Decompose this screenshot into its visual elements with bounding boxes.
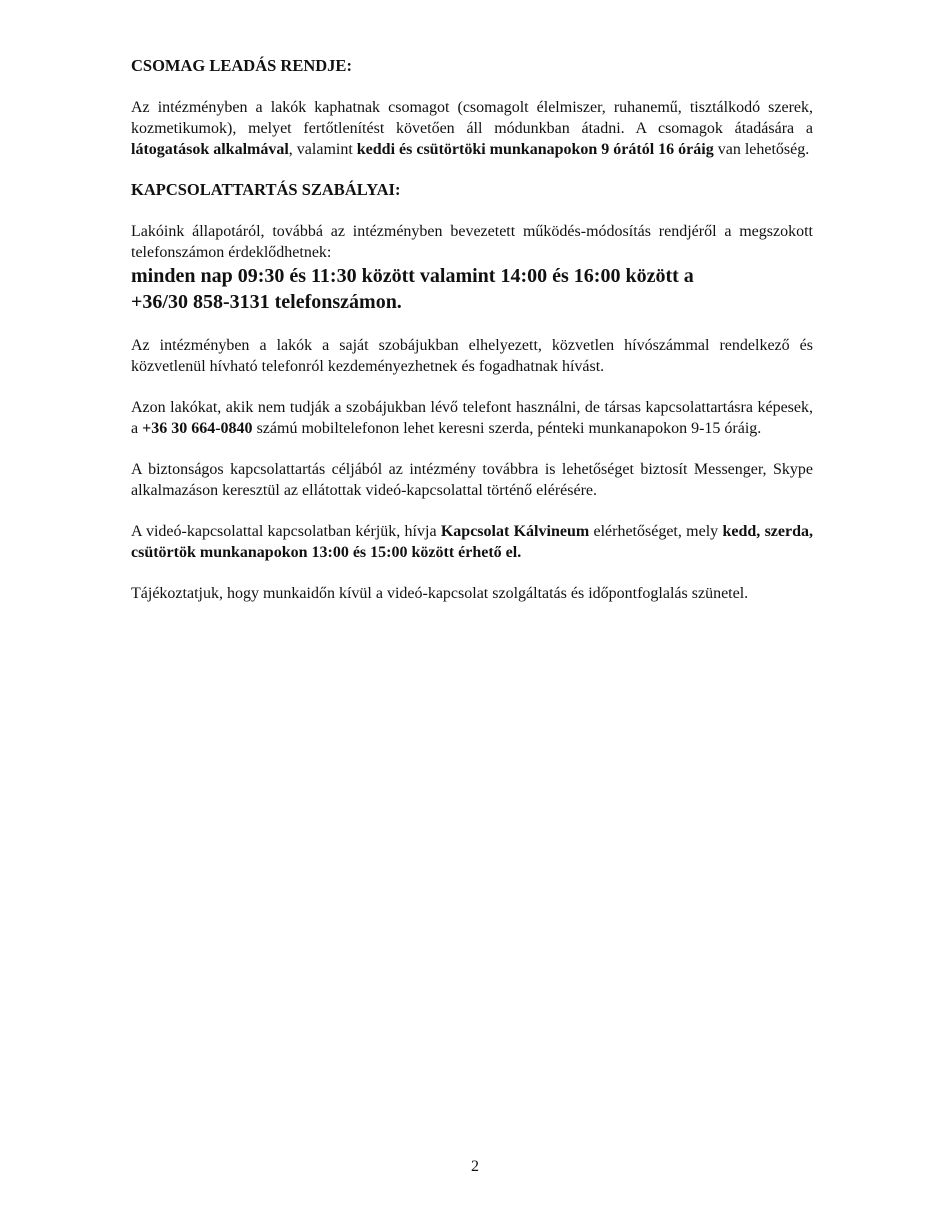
mobile-paragraph — [131, 397, 813, 439]
video-paragraph: A biztonságos kapcsolattartás céljából az intézmény továbbra is lehetőséget biztosít Messenger, Skype alkalmazáson keresztül az ellátottak videó-kapcsolattal történő elérésére. — [131, 461, 813, 499]
package-bold-visits: látogatások alkalmával — [131, 141, 289, 158]
mobile-text-1: Azon lakókat, akik nem tudják a szobájukban lévő telefont használni, de társas kapcsolattartásra képesek, a — [131, 399, 813, 437]
mobile-number: +36 30 664-0840 — [142, 420, 253, 437]
video-contact-name: Kapcsolat Kálvineum — [440, 523, 590, 540]
room-phone-paragraph: Az intézményben a lakók a saját szobájukban elhelyezett, közvetlen hívószámmal rendelkező és közvetlenül hívható telefonról kezdeményezhetnek és fogadhatnak hívást. — [131, 337, 813, 375]
package-heading: CSOMAG LEADÁS RENDJE: — [131, 56, 352, 75]
outside-hours-paragraph: Tájékoztatjuk, hogy munkaidőn kívül a videó-kapcsolat szolgáltatás és időpontfoglalás szünetel. — [131, 585, 749, 602]
mobile-text-2: számú mobiltelefonon lehet keresni szerda, pénteki munkanapokon 9-15 óráig. — [252, 420, 762, 437]
phone-hours-line: minden nap 09:30 és 11:30 között valamint 14:00 és 16:00 között a — [131, 265, 694, 287]
package-paragraph — [131, 97, 813, 160]
video-contact-paragraph — [131, 521, 813, 563]
package-bold-hours: keddi és csütörtöki munkanapokon 9 órától 16 óráig — [356, 141, 714, 158]
contact-intro: Lakóink állapotáról, továbbá az intézményben bevezetett működés-módosítás rendjéről a megszokott telefonszámon érdeklődhetnek: — [131, 223, 813, 261]
contact-heading: KAPCSOLATTARTÁS SZABÁLYAI: — [131, 180, 401, 199]
video-contact-text-1: A videó-kapcsolattal kapcsolatban kérjük, hívja — [131, 523, 441, 540]
package-text-1: Az intézményben a lakók kaphatnak csomagot (csomagolt élelmiszer, ruhanemű, tisztálkodó szerek, kozmetikumok), melyet fertőtlenítést követően áll módunkban átadni. A csomagok átadására a — [131, 99, 813, 137]
phone-number-line: +36/30 858-3131 telefonszámon. — [131, 291, 402, 313]
video-contact-text-2: elérhetőséget, mely — [589, 523, 723, 540]
page-number: 2 — [471, 1158, 479, 1175]
package-text-2: , valamint — [288, 141, 357, 158]
package-text-3: van lehetőség. — [713, 141, 810, 158]
video-contact-hours: kedd, szerda, csütörtök munkanapokon 13:00 és 15:00 között érhető el. — [131, 523, 813, 561]
document-page — [131, 56, 813, 604]
